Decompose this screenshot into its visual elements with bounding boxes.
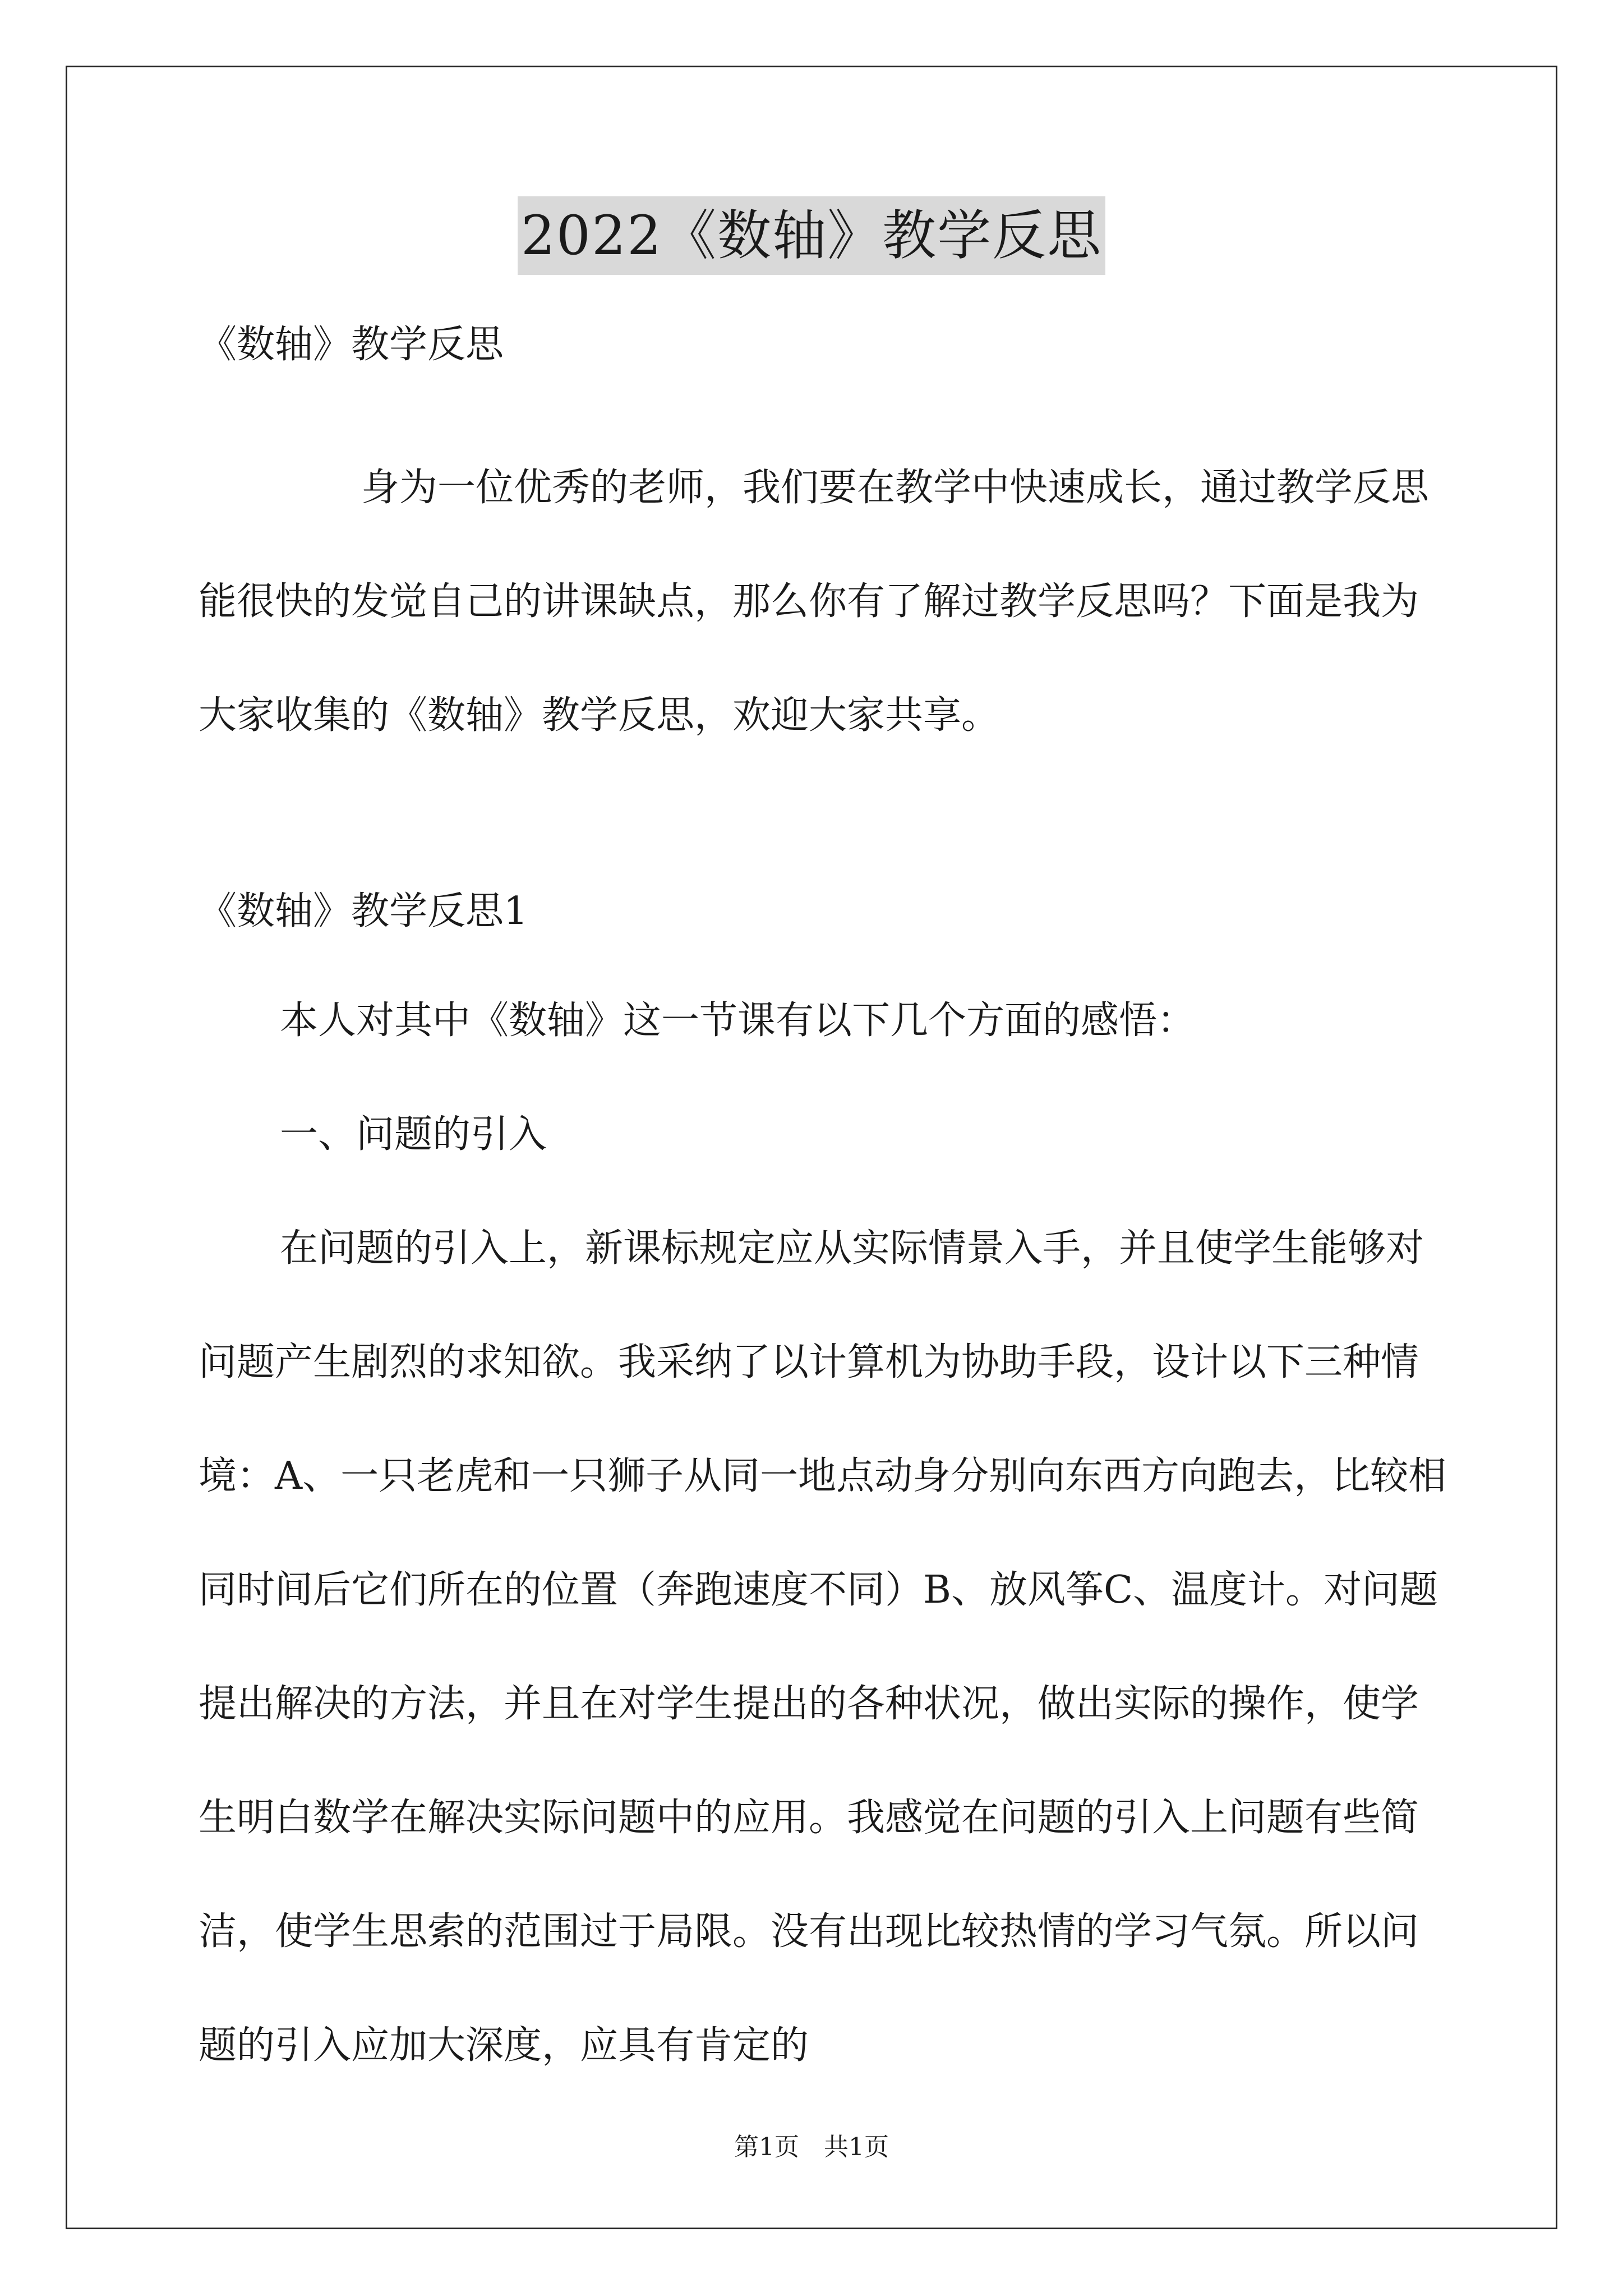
page-footer: 第1页 共1页	[734, 2133, 889, 2161]
title-container	[0, 196, 1623, 275]
paragraph-subheading: 一、问题的引入	[280, 1112, 547, 1157]
intro-paragraph: 身为一位优秀的老师，我们要在教学中快速成长，通过教学反思能很快的发觉自己的讲课缺点，那么你有了解过教学反思吗？下面是我为大家收集的《数轴》教学反思，欢迎大家共享。	[199, 466, 1430, 738]
document-subtitle: 《数轴》教学反思	[199, 323, 504, 367]
document-title: 2022《数轴》教学反思	[518, 196, 1105, 275]
paragraph-introduction: 在问题的引入上，新课标规定应从实际情景入手，并且使学生能够对问题产生剧烈的求知欲。我采纳了以计算机为协助手段，设计以下三种情境：A、一只老虎和一只狮子从同一地点动身分别向东西方向跑去，比较相同时间后它们所在的位置（奔跑速度不同）B、放风筝C、温度计。对问题提出解决的方法，并且在对学生提出的各种状况，做出实际的操作，使学生明白数学在解决实际问题中的应用。我感觉在问题的引入上问题有些简洁，使学生思索的范围过于局限。没有出现比较热情的学习气氛。所以问题的引入应加大深度，应具有肯定的	[199, 1226, 1447, 2068]
paragraph-feelings: 本人对其中《数轴》这一节课有以下几个方面的感悟：	[280, 999, 1196, 1043]
section-heading: 《数轴》教学反思1	[199, 889, 528, 933]
